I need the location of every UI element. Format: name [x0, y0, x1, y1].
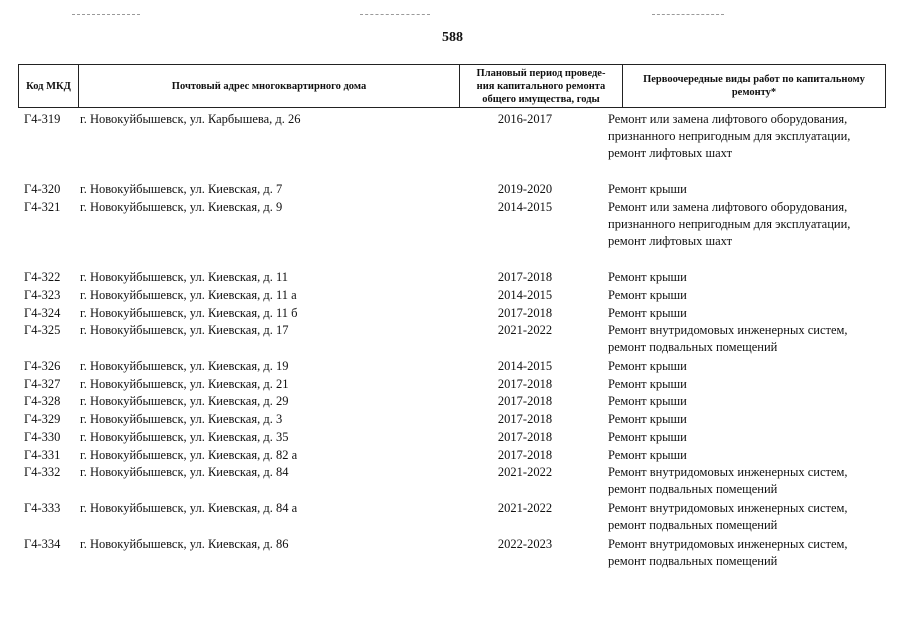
repair-work-line: Ремонт или замена лифтового оборудования, — [608, 200, 848, 214]
mkd-address: г. Новокуйбышевск, ул. Киевская, д. 82 а — [80, 448, 298, 462]
repair-work-line: Ремонт крыши — [608, 288, 687, 302]
table-header — [18, 64, 886, 108]
mkd-code: Г4-327 — [24, 377, 61, 391]
repair-work-line: Ремонт крыши — [608, 182, 687, 196]
mkd-code: Г4-324 — [24, 306, 61, 320]
repair-works — [608, 269, 883, 286]
mkd-code: Г4-332 — [24, 465, 61, 479]
repair-works — [608, 464, 883, 498]
repair-period: 2022-2023 — [497, 537, 553, 551]
repair-period: 2021-2022 — [497, 465, 553, 479]
mkd-code: Г4-330 — [24, 430, 61, 444]
repair-period: 2021-2022 — [497, 501, 553, 515]
repair-work-line: Ремонт внутридомовых инженерных систем, — [608, 323, 848, 337]
repair-period: 2017-2018 — [497, 394, 553, 408]
repair-period: 2016-2017 — [497, 112, 553, 126]
repair-work-line: Ремонт крыши — [608, 394, 687, 408]
repair-work-line: ремонт подвальных помещений — [608, 482, 778, 496]
repair-works — [608, 287, 883, 304]
repair-work-line: Ремонт внутридомовых инженерных систем, — [608, 537, 848, 551]
scan-artifact — [72, 14, 140, 15]
repair-period: 2017-2018 — [497, 448, 553, 462]
mkd-address: г. Новокуйбышевск, ул. Киевская, д. 19 — [80, 359, 289, 373]
repair-works — [608, 393, 883, 410]
mkd-address: г. Новокуйбышевск, ул. Киевская, д. 11 — [80, 270, 288, 284]
repair-work-line: Ремонт крыши — [608, 270, 687, 284]
mkd-address: г. Новокуйбышевск, ул. Киевская, д. 11 а — [80, 288, 297, 302]
repair-works — [608, 447, 883, 464]
repair-work-line: признанного непригодным для эксплуатации, — [608, 129, 851, 143]
repair-works — [608, 536, 883, 570]
repair-work-line: Ремонт внутридомовых инженерных систем, — [608, 465, 848, 479]
repair-work-line: Ремонт крыши — [608, 412, 687, 426]
repair-work-line: Ремонт крыши — [608, 430, 687, 444]
mkd-address: г. Новокуйбышевск, ул. Киевская, д. 17 — [80, 323, 289, 337]
mkd-code: Г4-334 — [24, 537, 61, 551]
repair-period: 2017-2018 — [497, 306, 553, 320]
repair-period: 2017-2018 — [497, 430, 553, 444]
header-period: Плановый период проведе- ния капитального ремонта общего имущества, годы — [476, 67, 606, 105]
mkd-code: Г4-328 — [24, 394, 61, 408]
repair-work-line: Ремонт крыши — [608, 306, 687, 320]
repair-works — [608, 111, 883, 162]
repair-works — [608, 181, 883, 198]
repair-works — [608, 411, 883, 428]
repair-works — [608, 500, 883, 534]
mkd-address: г. Новокуйбышевск, ул. Киевская, д. 3 — [80, 412, 283, 426]
mkd-code: Г4-331 — [24, 448, 61, 462]
header-code: Код МКД — [26, 80, 71, 92]
repair-period: 2021-2022 — [497, 323, 553, 337]
repair-work-line: Ремонт крыши — [608, 359, 687, 373]
repair-works — [608, 305, 883, 322]
header-works: Первоочередные виды работ по капитальному ремонту* — [643, 74, 865, 98]
mkd-address: г. Новокуйбышевск, ул. Киевская, д. 86 — [80, 537, 289, 551]
mkd-address: г. Новокуйбышевск, ул. Киевская, д. 21 — [80, 377, 289, 391]
repair-work-line: ремонт подвальных помещений — [608, 340, 778, 354]
repair-work-line: Ремонт крыши — [608, 377, 687, 391]
mkd-code: Г4-320 — [24, 182, 61, 196]
mkd-code: Г4-326 — [24, 359, 61, 373]
mkd-code: Г4-325 — [24, 323, 61, 337]
repair-works — [608, 429, 883, 446]
mkd-address: г. Новокуйбышевск, ул. Карбышева, д. 26 — [80, 112, 301, 126]
repair-work-line: ремонт подвальных помещений — [608, 518, 778, 532]
scan-artifact — [652, 14, 724, 15]
mkd-address: г. Новокуйбышевск, ул. Киевская, д. 11 б — [80, 306, 298, 320]
mkd-address: г. Новокуйбышевск, ул. Киевская, д. 84 а — [80, 501, 298, 515]
repair-work-line: Ремонт крыши — [608, 448, 687, 462]
repair-work-line: признанного непригодным для эксплуатации, — [608, 217, 851, 231]
header-address: Почтовый адрес многоквартирного дома — [171, 80, 367, 92]
mkd-code: Г4-321 — [24, 200, 61, 214]
repair-period: 2014-2015 — [497, 359, 553, 373]
mkd-code: Г4-322 — [24, 270, 61, 284]
mkd-address: г. Новокуйбышевск, ул. Киевская, д. 7 — [80, 182, 283, 196]
repair-works — [608, 322, 883, 356]
repair-works — [608, 376, 883, 393]
mkd-address: г. Новокуйбышевск, ул. Киевская, д. 29 — [80, 394, 289, 408]
mkd-address: г. Новокуйбышевск, ул. Киевская, д. 35 — [80, 430, 289, 444]
mkd-code: Г4-323 — [24, 288, 61, 302]
mkd-code: Г4-319 — [24, 112, 61, 126]
repair-period: 2014-2015 — [497, 288, 553, 302]
repair-work-line: ремонт лифтовых шахт — [608, 234, 733, 248]
repair-work-line: Ремонт или замена лифтового оборудования, — [608, 112, 848, 126]
repair-period: 2017-2018 — [497, 377, 553, 391]
repair-work-line: ремонт лифтовых шахт — [608, 146, 733, 160]
repair-work-line: ремонт подвальных помещений — [608, 554, 778, 568]
mkd-code: Г4-333 — [24, 501, 61, 515]
mkd-address: г. Новокуйбышевск, ул. Киевская, д. 84 — [80, 465, 289, 479]
mkd-code: Г4-329 — [24, 412, 61, 426]
scan-artifact — [360, 14, 430, 15]
repair-period: 2017-2018 — [497, 270, 553, 284]
page-number: 588 — [442, 30, 463, 45]
repair-works — [608, 199, 883, 250]
repair-period: 2019-2020 — [497, 182, 553, 196]
repair-period: 2014-2015 — [497, 200, 553, 214]
repair-works — [608, 358, 883, 375]
repair-work-line: Ремонт внутридомовых инженерных систем, — [608, 501, 848, 515]
repair-period: 2017-2018 — [497, 412, 553, 426]
mkd-address: г. Новокуйбышевск, ул. Киевская, д. 9 — [80, 200, 283, 214]
